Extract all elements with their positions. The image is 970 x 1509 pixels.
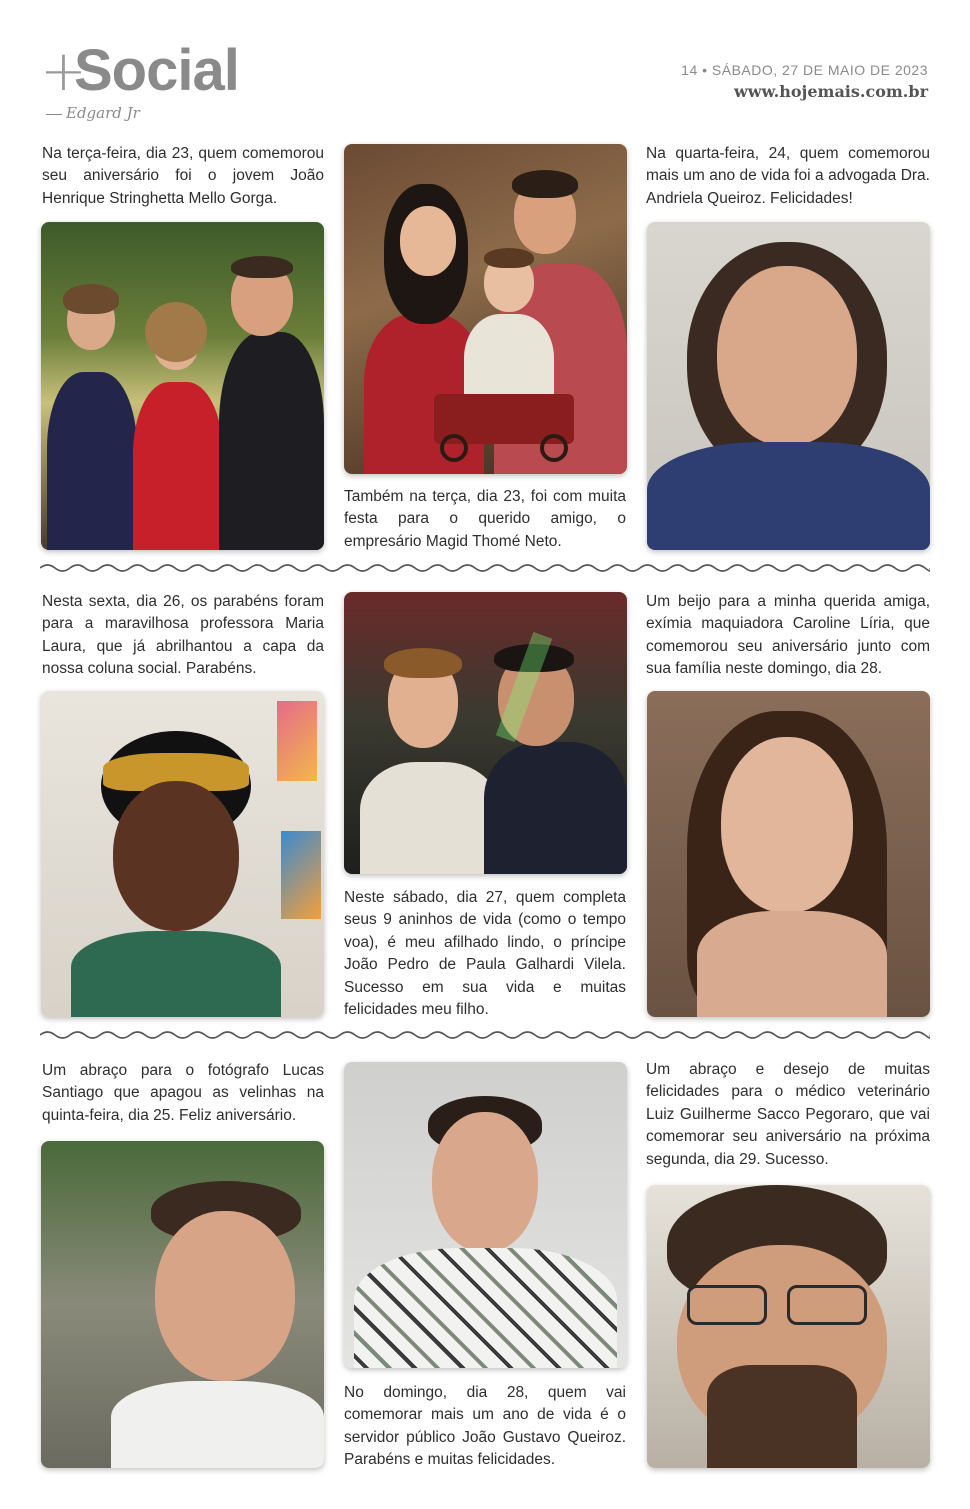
caption-joao-henrique: Na terça-feira, dia 23, quem comemorou seu aniversário foi o jovem João Henrique Stringhetta Mello Gorga. — [42, 145, 324, 207]
photo-joao-henrique — [41, 222, 324, 550]
caption-caroline-liria: Um beijo para a minha querida amiga, exímia maquiadora Caroline Líria, que comemorou seu aniversário junto com sua família neste domingo, dia 28. — [646, 593, 930, 678]
photo-maria-laura — [41, 691, 324, 1017]
website-link[interactable]: www.hojemais.com.br — [733, 82, 928, 101]
page-header — [0, 0, 970, 140]
photo-joao-gustavo — [344, 1062, 627, 1368]
author-signature: Edgard Jr — [46, 104, 140, 122]
caption-joao-gustavo: No domingo, dia 28, quem vai comemorar mais um ano de vida é o servidor público João Gustavo Queiroz. Parabéns e muitas felicidades. — [344, 1384, 626, 1469]
logo-title: Social — [74, 38, 239, 103]
caption-magid-thome: Também na terça, dia 23, foi com muita festa para o querido amigo, o empresário Magid Thomé Neto. — [344, 488, 626, 550]
caption-luiz-guilherme: Um abraço e desejo de muitas felicidades para o médico veterinário Luiz Guilherme Sacco Pegoraro, que vai comemorar seu aniversário na próxima segunda, dia 29. Sucesso. — [646, 1061, 930, 1168]
caption-andriela-queiroz: Na quarta-feira, 24, quem comemorou mais um ano de vida foi a advogada Dra. Andriela Queiroz. Felicidades! — [646, 145, 930, 207]
page-dateline: 14 • SÁBADO, 27 DE MAIO DE 2023 — [681, 62, 928, 78]
photo-lucas-santiago — [41, 1141, 324, 1468]
caption-lucas-santiago: Um abraço para o fotógrafo Lucas Santiago que apagou as velinhas na quinta-feira, dia 25. Feliz aniversário. — [42, 1062, 324, 1124]
photo-andriela-queiroz — [647, 222, 930, 550]
logo-plus: + — [40, 39, 87, 104]
caption-maria-laura: Nesta sexta, dia 26, os parabéns foram para a maravilhosa professora Maria Laura, que já abrilhantou a capa da nossa coluna social. Parabéns. — [42, 593, 324, 678]
section-divider-2 — [40, 1029, 930, 1041]
caption-joao-pedro: Neste sábado, dia 27, quem completa seus 9 aninhos de vida (como o tempo voa), é meu afilhado lindo, o príncipe João Pedro de Paula Galhardi Vilela. Sucesso em sua vida e muitas felicidades meu filho. — [344, 889, 626, 1019]
photo-magid-thome — [344, 144, 627, 474]
section-divider-1 — [40, 562, 930, 574]
photo-joao-pedro — [344, 592, 627, 874]
photo-luiz-guilherme — [647, 1185, 930, 1468]
photo-caroline-liria — [647, 691, 930, 1017]
